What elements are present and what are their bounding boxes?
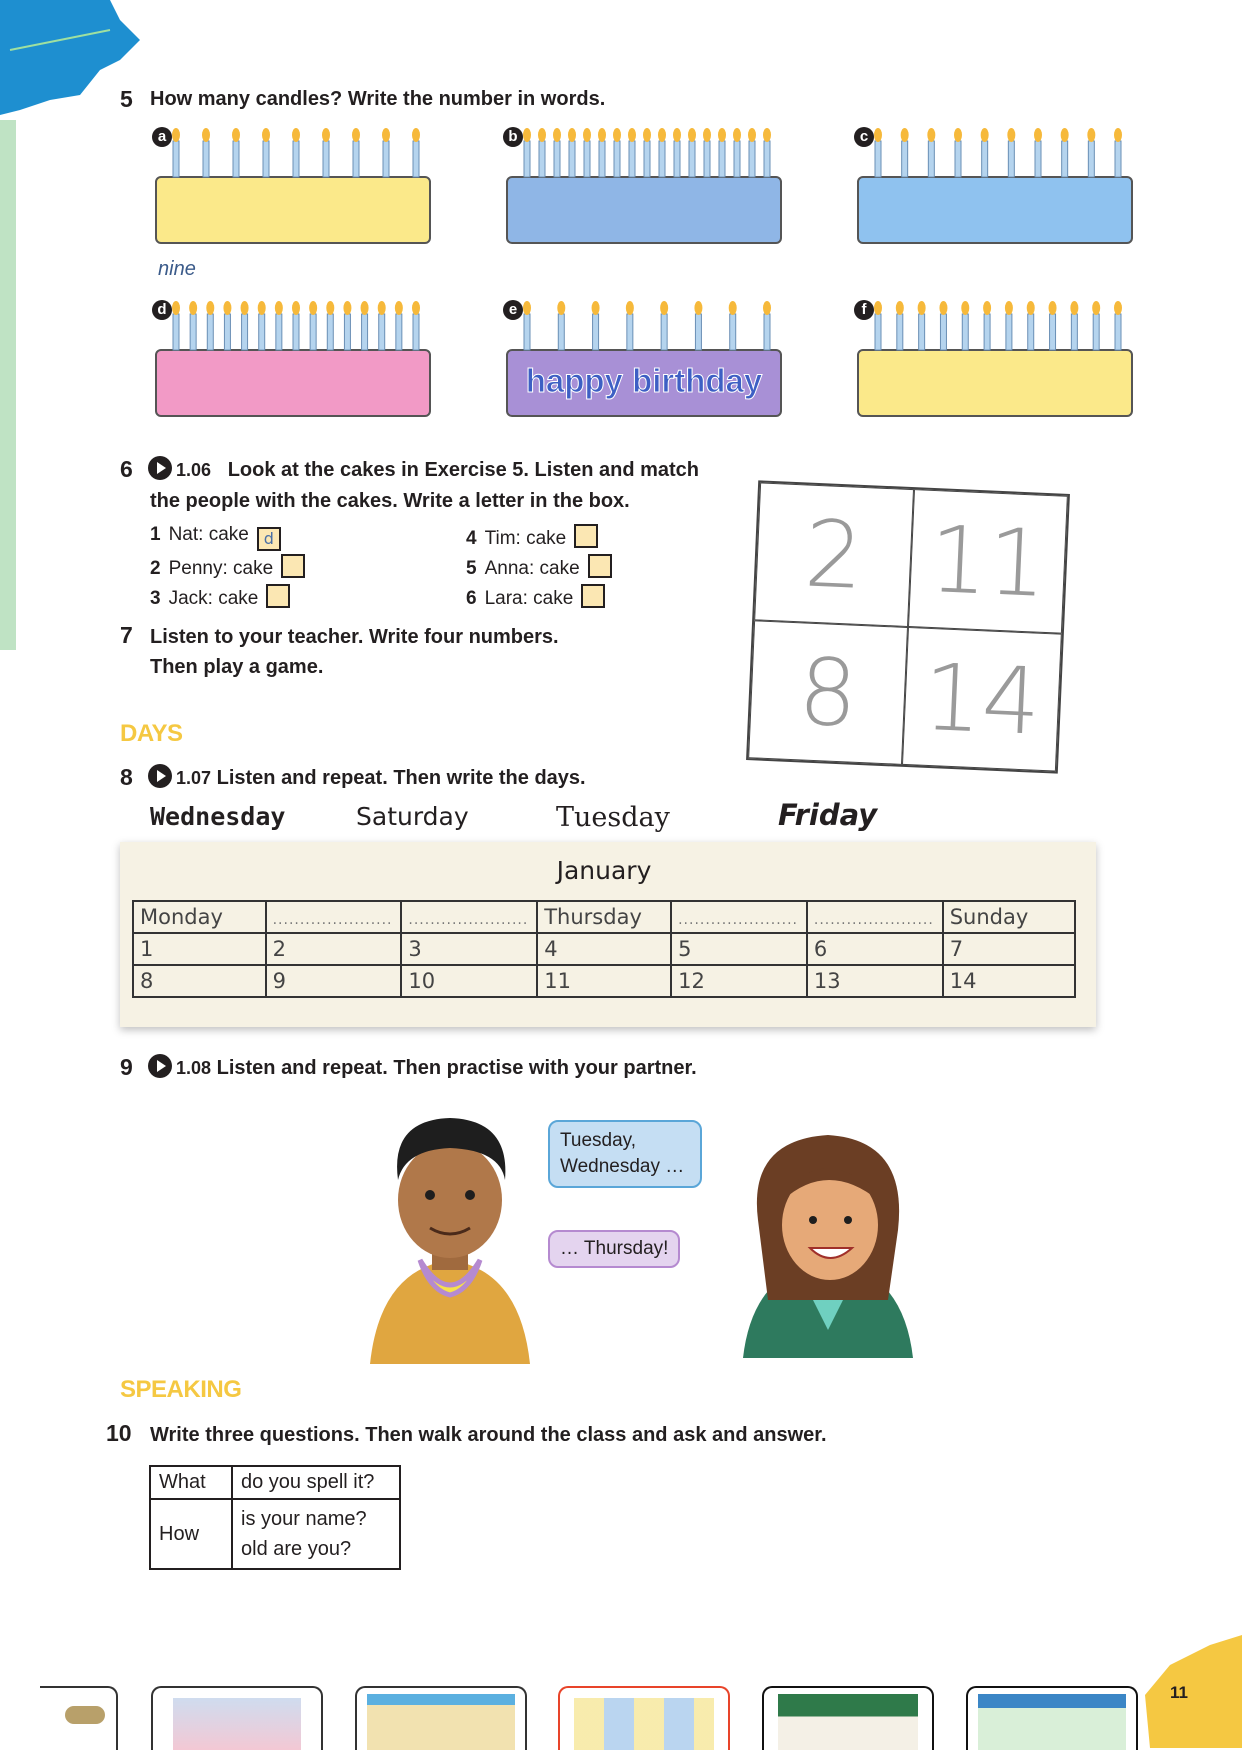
calendar-title: January <box>556 856 652 885</box>
exercise-10-instruction: Write three questions. Then walk around the class and ask and answer. <box>150 1424 827 1446</box>
flame <box>523 301 531 315</box>
question-endings: is your name? old are you? <box>232 1499 400 1569</box>
cake-letter: e <box>503 300 523 320</box>
flame <box>1114 128 1122 142</box>
day-header-thursday: Thursday <box>537 901 671 933</box>
candle <box>599 141 605 177</box>
flame <box>275 301 283 315</box>
date-cell: 6 <box>807 933 943 965</box>
instruction-line-1: Look at the cakes in Exercise 5. Listen and match <box>227 459 700 481</box>
candle <box>1093 314 1099 350</box>
candle <box>524 314 530 350</box>
track-number: 1.06 <box>176 460 212 480</box>
candle <box>233 141 239 177</box>
cake-letter: c <box>854 127 874 147</box>
candle <box>674 141 680 177</box>
candle <box>242 314 248 350</box>
cake-letter: a <box>152 127 172 147</box>
flame <box>901 128 909 142</box>
day-word-wednesday: Wednesday <box>150 802 286 831</box>
candle <box>190 314 196 350</box>
flame <box>927 128 935 142</box>
flame <box>412 128 420 142</box>
candle <box>276 314 282 350</box>
exercise-6-instruction <box>148 455 699 485</box>
flame <box>694 301 702 315</box>
table-row <box>150 1466 400 1499</box>
flame <box>352 128 360 142</box>
candle <box>344 314 350 350</box>
match-item-2: 2 Penny: cake <box>150 554 305 580</box>
candle <box>614 141 620 177</box>
flame <box>326 301 334 315</box>
candle <box>940 314 946 350</box>
cake-letter: f <box>854 300 874 320</box>
day-header-blank[interactable]: ...................... <box>401 901 537 933</box>
day-word-saturday: Saturday <box>356 802 469 831</box>
cake-c <box>854 125 1136 255</box>
table-row <box>133 901 1075 933</box>
flame <box>1034 128 1042 142</box>
candle <box>173 314 179 350</box>
date-cell: 2 <box>266 933 402 965</box>
table-row <box>133 965 1075 997</box>
flame <box>223 301 231 315</box>
flame <box>918 301 926 315</box>
cake-b <box>503 125 785 255</box>
exercise-9-number: 9 <box>120 1054 133 1080</box>
candle <box>875 314 881 350</box>
date-cell: 7 <box>943 933 1075 965</box>
candle <box>584 141 590 177</box>
table-row <box>150 1499 400 1569</box>
cake-drawing <box>503 125 785 255</box>
match-item-4: 4 Tim: cake <box>466 524 598 550</box>
candle <box>644 141 650 177</box>
grid-cell: 8 <box>748 620 908 765</box>
flame <box>583 128 591 142</box>
flame <box>1049 301 1057 315</box>
candle <box>659 141 665 177</box>
days-heading: DAYS <box>120 720 183 747</box>
flame <box>874 128 882 142</box>
match-item-6: 6 Lara: cake <box>466 584 605 610</box>
candle <box>982 141 988 177</box>
flame <box>292 301 300 315</box>
green-side-strip <box>0 120 16 650</box>
date-cell: 8 <box>133 965 266 997</box>
exercise-6-instruction-2: the people with the cakes. Write a letter in the box. <box>150 490 630 512</box>
date-cell: 12 <box>671 965 807 997</box>
day-word-tuesday: Tuesday <box>556 802 670 833</box>
candle <box>1115 141 1121 177</box>
candle <box>1115 314 1121 350</box>
candle <box>554 141 560 177</box>
page-thumbnail[interactable] <box>762 1686 934 1750</box>
candle <box>897 314 903 350</box>
flame <box>1070 301 1078 315</box>
flame <box>688 128 696 142</box>
candle <box>259 314 265 350</box>
flame <box>643 128 651 142</box>
page-thumbnail[interactable] <box>151 1686 323 1750</box>
flame <box>874 301 882 315</box>
flame <box>292 128 300 142</box>
exercise-7-number: 7 <box>120 622 133 648</box>
cake-e <box>503 298 785 428</box>
page-thumbnail[interactable] <box>40 1686 118 1750</box>
flame <box>626 301 634 315</box>
answer-a: nine <box>158 258 196 280</box>
exercise-5-number: 5 <box>120 86 133 112</box>
play-audio-icon[interactable] <box>148 456 172 480</box>
flame <box>763 301 771 315</box>
day-header-sunday: Sunday <box>943 901 1075 933</box>
date-cell: 9 <box>266 965 402 997</box>
exercise-8-instruction: 1.07 Listen and repeat. Then write the days. <box>148 763 586 793</box>
exercise-7-line-1: Listen to your teacher. Write four numbers. <box>150 626 559 648</box>
candle <box>1062 141 1068 177</box>
candle <box>627 314 633 350</box>
number-grid <box>746 480 1070 773</box>
flame <box>763 128 771 142</box>
flame <box>1007 128 1015 142</box>
play-audio-icon[interactable] <box>148 764 172 788</box>
match-item-5: 5 Anna: cake <box>466 554 612 580</box>
page-number: 11 <box>1170 1683 1188 1702</box>
flame <box>939 301 947 315</box>
question-table <box>149 1465 401 1570</box>
page-thumbnail[interactable] <box>966 1686 1138 1750</box>
flame <box>718 128 726 142</box>
date-cell: 3 <box>401 933 537 965</box>
cake-text: happy birthday <box>525 362 763 399</box>
flame <box>954 128 962 142</box>
flame <box>206 301 214 315</box>
candle <box>764 314 770 350</box>
play-audio-icon[interactable] <box>148 1054 172 1078</box>
candle <box>689 141 695 177</box>
candle <box>1028 314 1034 350</box>
candle <box>955 141 961 177</box>
answer-box[interactable] <box>281 554 305 578</box>
candle <box>383 141 389 177</box>
flame <box>172 301 180 315</box>
speech-bubble-boy: Tuesday, Wednesday … <box>548 1120 702 1188</box>
candle <box>719 141 725 177</box>
flame <box>189 301 197 315</box>
candle <box>695 314 701 350</box>
candle <box>1071 314 1077 350</box>
flame <box>592 301 600 315</box>
flame <box>1027 301 1035 315</box>
candle <box>875 141 881 177</box>
flame <box>598 128 606 142</box>
grid-cell: 2 <box>754 482 914 627</box>
flame <box>733 128 741 142</box>
date-cell: 14 <box>943 965 1075 997</box>
speech-bubble-girl: … Thursday! <box>548 1230 680 1268</box>
table-row <box>133 933 1075 965</box>
flame <box>361 301 369 315</box>
question-word-how: How <box>150 1499 232 1569</box>
flame <box>896 301 904 315</box>
cake-f <box>854 298 1136 428</box>
candle <box>928 141 934 177</box>
flame <box>1114 301 1122 315</box>
candle <box>1088 141 1094 177</box>
candle <box>1006 314 1012 350</box>
flame <box>729 301 737 315</box>
answer-box[interactable] <box>588 554 612 578</box>
flame <box>1061 128 1069 142</box>
question-ending: do you spell it? <box>232 1466 400 1499</box>
flame <box>703 128 711 142</box>
candle <box>524 141 530 177</box>
day-header-monday: Monday <box>133 901 266 933</box>
candle <box>263 141 269 177</box>
candle <box>293 314 299 350</box>
flame <box>981 128 989 142</box>
cake-a <box>152 125 434 255</box>
cake-drawing <box>152 125 434 255</box>
candle <box>173 141 179 177</box>
date-cell: 11 <box>537 965 671 997</box>
date-cell: 13 <box>807 965 943 997</box>
flame <box>961 301 969 315</box>
flame <box>658 128 666 142</box>
cake-letter: b <box>503 127 523 147</box>
candle <box>203 141 209 177</box>
flame <box>1005 301 1013 315</box>
boy-illustration <box>360 1110 540 1364</box>
cake-letter: d <box>152 300 172 320</box>
cake-drawing <box>854 298 1136 428</box>
flame <box>258 301 266 315</box>
candle <box>629 141 635 177</box>
date-cell: 4 <box>537 933 671 965</box>
candle <box>396 314 402 350</box>
candle <box>764 141 770 177</box>
candle <box>704 141 710 177</box>
page-thumbnail[interactable] <box>355 1686 527 1750</box>
flame <box>262 128 270 142</box>
flame <box>568 128 576 142</box>
answer-box[interactable]: d <box>257 527 281 551</box>
answer-box[interactable] <box>581 584 605 608</box>
flame <box>1092 301 1100 315</box>
exercise-9-instruction: 1.08 Listen and repeat. Then practise with your partner. <box>148 1053 697 1083</box>
flame <box>232 128 240 142</box>
flame <box>660 301 668 315</box>
candle <box>323 141 329 177</box>
flame <box>613 128 621 142</box>
candle <box>293 141 299 177</box>
candle <box>327 314 333 350</box>
candle <box>962 314 968 350</box>
candle <box>1050 314 1056 350</box>
candle <box>749 141 755 177</box>
candle <box>593 314 599 350</box>
candle <box>353 141 359 177</box>
flame <box>538 128 546 142</box>
candle <box>362 314 368 350</box>
flame <box>983 301 991 315</box>
day-word-friday: Friday <box>778 798 878 832</box>
candle <box>413 314 419 350</box>
candle <box>1035 141 1041 177</box>
candle <box>539 141 545 177</box>
cake-drawing <box>854 125 1136 255</box>
candle <box>919 314 925 350</box>
date-cell: 10 <box>401 965 537 997</box>
flame <box>395 301 403 315</box>
exercise-6-number: 6 <box>120 456 133 482</box>
candle <box>902 141 908 177</box>
candle <box>413 141 419 177</box>
flame <box>628 128 636 142</box>
date-cell: 1 <box>133 933 266 965</box>
flame <box>378 301 386 315</box>
candle <box>984 314 990 350</box>
grid-cell: 11 <box>908 489 1068 634</box>
exercise-5-instruction: How many candles? Write the number in words. <box>150 88 606 110</box>
day-header-blank[interactable]: ...................... <box>807 901 943 933</box>
grid-cell: 14 <box>902 627 1062 772</box>
day-header-blank[interactable]: ...................... <box>266 901 402 933</box>
flame <box>523 128 531 142</box>
match-item-3: 3 Jack: cake <box>150 584 290 610</box>
page-thumbnail[interactable] <box>558 1686 730 1750</box>
candle <box>730 314 736 350</box>
flame <box>553 128 561 142</box>
exercise-10-number: 10 <box>106 1420 132 1446</box>
candle <box>569 141 575 177</box>
calendar-table <box>132 900 1076 998</box>
answer-box[interactable] <box>574 524 598 548</box>
candle <box>1008 141 1014 177</box>
flame <box>343 301 351 315</box>
candle <box>734 141 740 177</box>
flame <box>241 301 249 315</box>
candle <box>310 314 316 350</box>
cake-drawing <box>152 298 434 428</box>
candle <box>224 314 230 350</box>
candle <box>661 314 667 350</box>
flame <box>322 128 330 142</box>
girl-illustration <box>738 1130 918 1358</box>
candle <box>558 314 564 350</box>
exercise-7-line-2: Then play a game. <box>150 656 324 678</box>
speaking-heading: SPEAKING <box>120 1376 242 1403</box>
candle <box>207 314 213 350</box>
cake-d <box>152 298 434 428</box>
flame <box>748 128 756 142</box>
flame <box>202 128 210 142</box>
flame <box>673 128 681 142</box>
answer-box[interactable] <box>266 584 290 608</box>
flame <box>1087 128 1095 142</box>
flame <box>557 301 565 315</box>
match-item-1: 1 Nat: cake d <box>150 524 281 551</box>
flame <box>172 128 180 142</box>
flame <box>382 128 390 142</box>
date-cell: 5 <box>671 933 807 965</box>
flame <box>309 301 317 315</box>
candle <box>379 314 385 350</box>
exercise-8-number: 8 <box>120 764 133 790</box>
question-word-what: What <box>150 1466 232 1499</box>
flame <box>412 301 420 315</box>
day-header-blank[interactable]: ...................... <box>671 901 807 933</box>
